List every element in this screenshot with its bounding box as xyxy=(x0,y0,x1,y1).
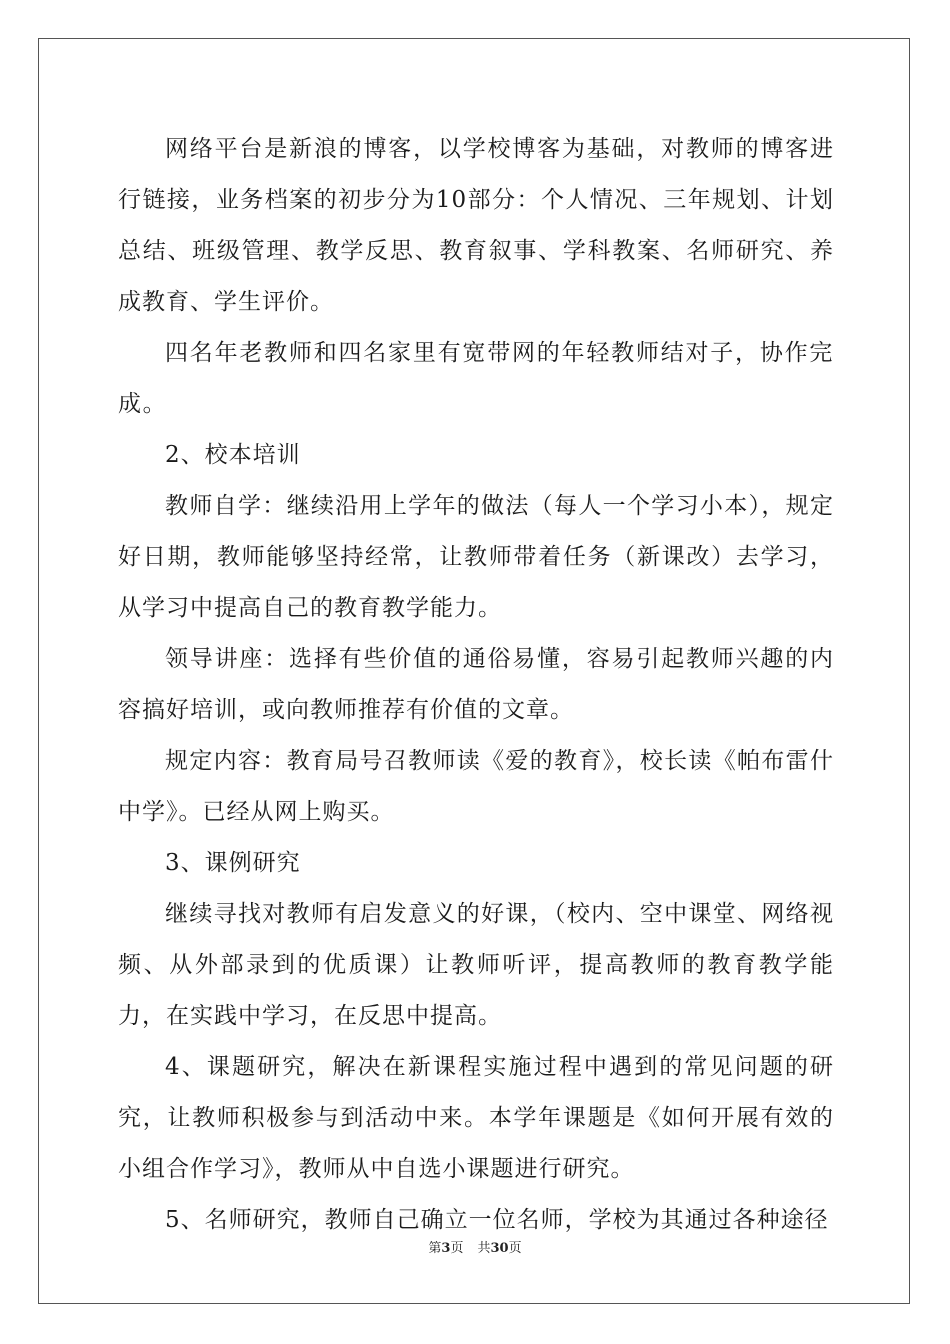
footer-total-prefix: 共 xyxy=(477,1241,491,1256)
footer-total-unit: 页 xyxy=(508,1241,522,1256)
footer-page-total: 30 xyxy=(490,1241,509,1256)
paragraph-leader-lectures: 领导讲座：选择有些价值的通俗易懂，容易引起教师兴趣的内容搞好培训，或向教师推荐有价值的文章。 xyxy=(118,646,834,723)
footer-page-current: 3 xyxy=(441,1241,451,1256)
paragraph-find-good-lessons: 继续寻找对教师有启发意义的好课，（校内、空中课堂、网络视频、从外部录到的优质课）让教师听评，提高教师的教育教学能力，在实践中学习，在反思中提高。 xyxy=(118,901,834,1029)
paragraph-blog-platform: 网络平台是新浪的博客，以学校博客为基础，对教师的博客进行链接，业务档案的初步分为10部分：个人情况、三年规划、计划总结、班级管理、教学反思、教育叙事、学科教案、名师研究、养成教育、学生评价。 xyxy=(118,136,834,315)
document-body xyxy=(118,124,834,1246)
paragraph-famous-teacher-study: 5、名师研究，教师自己确立一位名师，学校为其通过各种途径 xyxy=(165,1207,829,1233)
footer-page-prefix: 第 xyxy=(428,1241,442,1256)
paragraph-teacher-pairing: 四名年老教师和四名家里有宽带网的年轻教师结对子，协作完成。 xyxy=(118,340,834,417)
section-heading-school-training: 2、校本培训 xyxy=(165,442,301,468)
paragraph-required-reading: 规定内容：教育局号召教师读《爱的教育》，校长读《帕布雷什中学》。已经从网上购买。 xyxy=(118,748,834,825)
paragraph-topic-research: 4、课题研究，解决在新课程实施过程中遇到的常见问题的研究，让教师积极参与到活动中来。本学年课题是《如何开展有效的小组合作学习》，教师从中自选小课题进行研究。 xyxy=(118,1054,834,1182)
footer-page-unit: 页 xyxy=(450,1241,464,1256)
paragraph-self-study: 教师自学：继续沿用上学年的做法（每人一个学习小本），规定好日期，教师能够坚持经常，让教师带着任务（新课改）去学习，从学习中提高自己的教育教学能力。 xyxy=(118,493,834,621)
section-heading-lesson-study: 3、课例研究 xyxy=(165,850,301,876)
page-footer xyxy=(0,1237,950,1256)
